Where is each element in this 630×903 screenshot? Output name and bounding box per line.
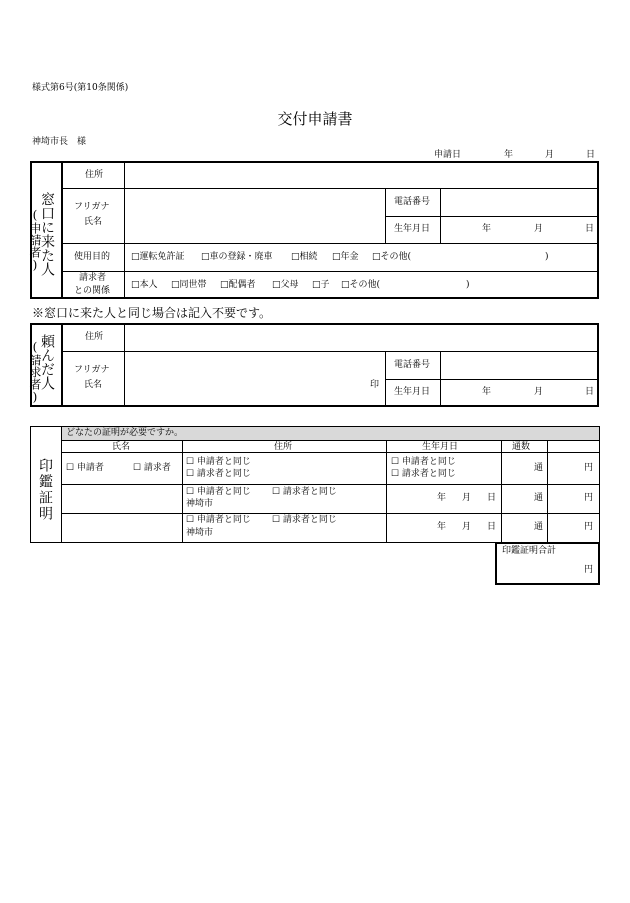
- req-birth-day: 日: [585, 387, 595, 397]
- relation-parent[interactable]: □父母: [272, 280, 299, 290]
- req-name-label: 氏名: [84, 380, 103, 390]
- row1-birth-applicant[interactable]: ☐ 申請者と同じ: [391, 457, 456, 467]
- relation-other[interactable]: □その他(: [341, 280, 381, 290]
- question-text: どなたの証明が必要ですか。: [66, 428, 184, 438]
- relation-spouse[interactable]: □配偶者: [220, 280, 256, 290]
- req-birth-year: 年: [482, 387, 492, 397]
- purpose-label: 使用目的: [74, 252, 111, 262]
- purpose-pension[interactable]: □年金: [332, 252, 359, 262]
- phone-label: 電話番号: [394, 197, 431, 207]
- col-copies: 通数: [512, 442, 531, 452]
- seal-cert-side-label: 印鑑証明: [37, 458, 53, 522]
- row1-addr-applicant[interactable]: ☐ 申請者と同じ: [186, 457, 251, 467]
- row2-addr-applicant[interactable]: ☐ 申請者と同じ: [186, 487, 251, 497]
- birth-label: 生年月日: [394, 224, 431, 234]
- row2-city: 神埼市: [186, 499, 214, 509]
- date-month: 月: [545, 150, 555, 160]
- row2-day: 日: [487, 493, 497, 503]
- row3-addr-requester[interactable]: ☐ 請求者と同じ: [272, 515, 337, 525]
- col-birth: 生年月日: [422, 442, 459, 452]
- row3-copies-unit: 通: [534, 522, 544, 532]
- notice-text: ※窓口に来た人と同じ場合は記入不要です。: [32, 306, 272, 320]
- req-birth-month: 月: [534, 387, 544, 397]
- purpose-vehicle[interactable]: □車の登録・廃車: [201, 252, 273, 262]
- total-yen: 円: [584, 565, 594, 575]
- row2-yen: 円: [584, 493, 594, 503]
- furigana-label: フリガナ: [74, 202, 110, 212]
- seal-mark: 印: [370, 380, 380, 390]
- req-birth-label: 生年月日: [394, 387, 431, 397]
- birth-month: 月: [534, 224, 544, 234]
- relation-other-close: ): [466, 280, 470, 290]
- req-phone-field[interactable]: [442, 353, 596, 378]
- relation-household[interactable]: □同世帯: [171, 280, 207, 290]
- col-name: 氏名: [112, 442, 131, 452]
- date-label: 申請日: [434, 150, 462, 160]
- purpose-other-close: ): [545, 252, 549, 262]
- row1-name-requester[interactable]: ☐ 請求者: [133, 463, 171, 473]
- req-address-label: 住所: [85, 332, 104, 342]
- address-label: 住所: [85, 170, 104, 180]
- row3-city: 神埼市: [186, 528, 214, 538]
- row3-year: 年: [437, 522, 447, 532]
- req-furigana-label: フリガナ: [74, 365, 110, 375]
- applicant-side-label: 窓口に来た人: [39, 192, 55, 276]
- relation-label-1: 請求者: [79, 273, 107, 283]
- requester-side-label: 頼んだ人: [39, 334, 55, 390]
- applicant-side-sub: (申請者): [28, 208, 42, 272]
- req-address-field[interactable]: [126, 326, 596, 349]
- requester-side-sub: (請求者): [28, 340, 42, 404]
- row2-addr-requester[interactable]: ☐ 請求者と同じ: [272, 487, 337, 497]
- name-field[interactable]: [126, 190, 384, 242]
- row3-yen: 円: [584, 522, 594, 532]
- address-field[interactable]: [126, 164, 596, 186]
- relation-label-2: との関係: [74, 286, 111, 296]
- req-phone-label: 電話番号: [394, 360, 431, 370]
- row2-year: 年: [437, 493, 447, 503]
- row1-name-applicant[interactable]: ☐ 申請者: [66, 463, 104, 473]
- phone-field[interactable]: [442, 190, 596, 215]
- row1-copies-unit: 通: [534, 463, 544, 473]
- date-day: 日: [586, 150, 596, 160]
- purpose-license[interactable]: □運転免許証: [131, 252, 185, 262]
- row1-addr-requester[interactable]: ☐ 請求者と同じ: [186, 469, 251, 479]
- row1-yen: 円: [584, 463, 594, 473]
- row3-month: 月: [462, 522, 472, 532]
- relation-self[interactable]: □本人: [131, 280, 158, 290]
- row3-day: 日: [487, 522, 497, 532]
- row2-month: 月: [462, 493, 472, 503]
- name-label: 氏名: [84, 217, 103, 227]
- row2-copies-unit: 通: [534, 493, 544, 503]
- purpose-other[interactable]: □その他(: [372, 252, 412, 262]
- birth-year: 年: [482, 224, 492, 234]
- page-title: 交付申請書: [277, 110, 353, 128]
- purpose-inheritance[interactable]: □相続: [291, 252, 318, 262]
- birth-day: 日: [585, 224, 595, 234]
- req-name-field[interactable]: [126, 353, 384, 405]
- col-address: 住所: [274, 442, 293, 452]
- total-label: 印鑑証明合計: [502, 546, 557, 556]
- row3-addr-applicant[interactable]: ☐ 申請者と同じ: [186, 515, 251, 525]
- date-year: 年: [504, 150, 514, 160]
- row1-birth-requester[interactable]: ☐ 請求者と同じ: [391, 469, 456, 479]
- form-number: 様式第6号(第10条関係): [32, 83, 129, 93]
- relation-child[interactable]: □子: [312, 280, 330, 290]
- addressee: 神埼市長 様: [32, 137, 87, 147]
